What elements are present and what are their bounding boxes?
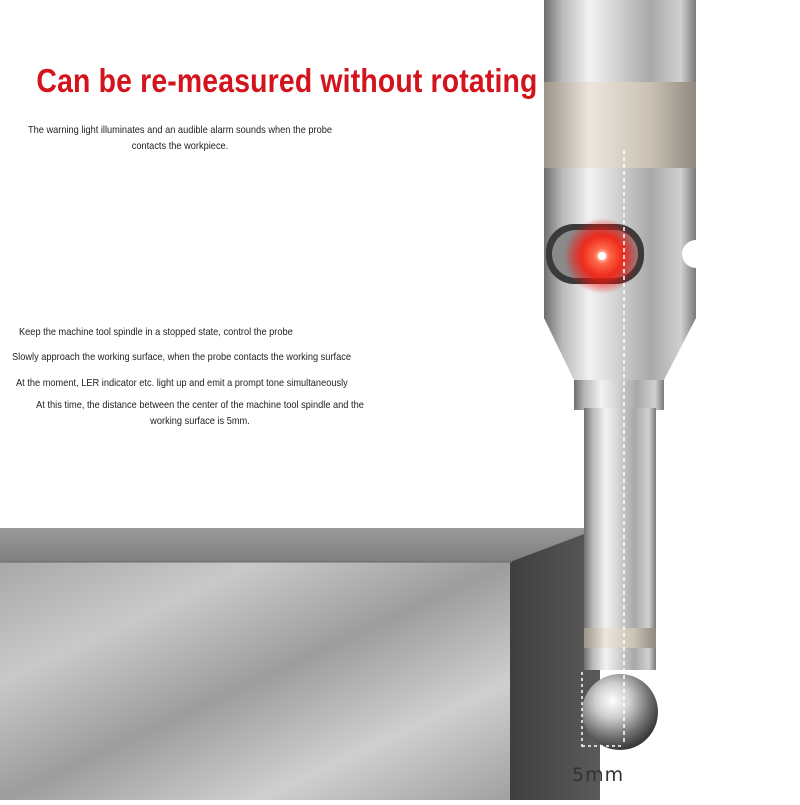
page-title: Can be re-measured without rotating [36,62,538,99]
workpiece-block [0,528,600,800]
probe-body [544,0,700,410]
intro-text: The warning light illuminates and an audible alarm sounds when the probe contacts the workpiece. [27,124,333,152]
step-text: At the moment, LER indicator etc. light up and emit a prompt tone simultaneously [16,377,348,389]
probe-stylus [582,408,658,750]
dimension-label: 5mm [572,764,625,786]
step-text: At this time, the distance between the center of the machine tool spindle and the working surface is 5mm. [36,399,364,427]
step-text: Keep the machine tool spindle in a stopped state, control the probe [19,326,293,338]
step-text: Slowly approach the working surface, when the probe contacts the working surface [12,351,351,363]
